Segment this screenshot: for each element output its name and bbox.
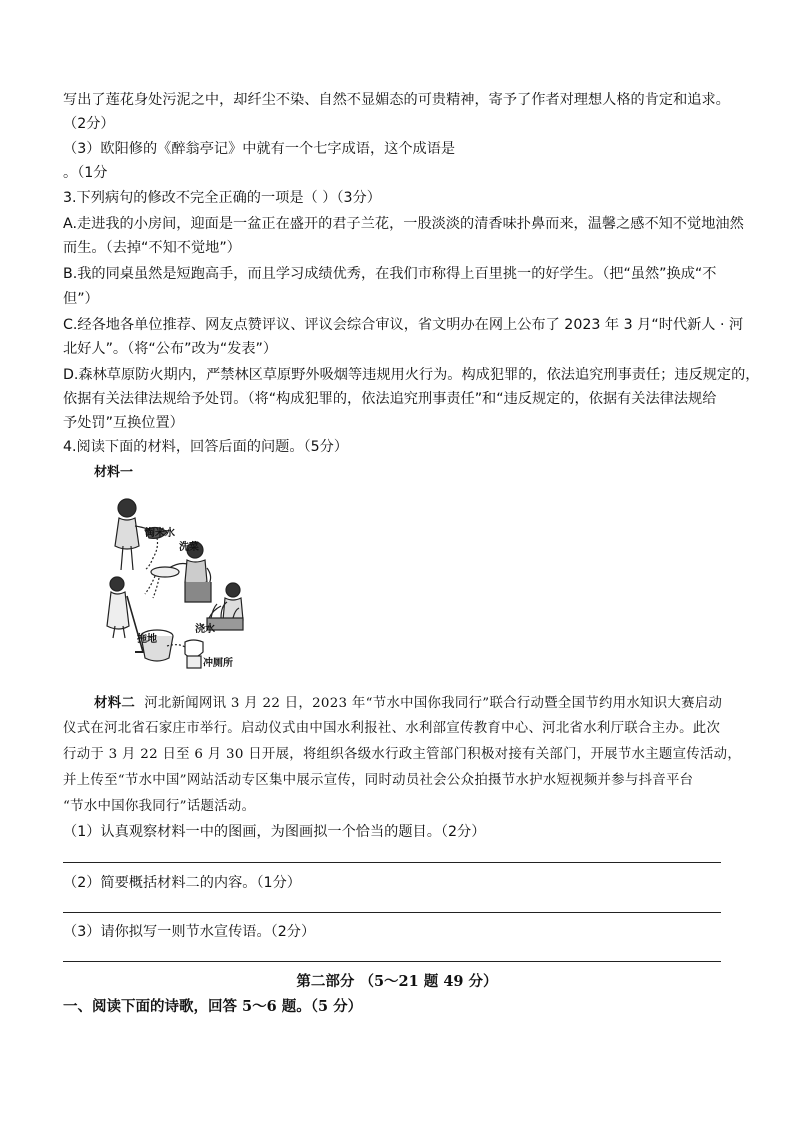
- material-2-line: “节水中国你我同行”话题活动。: [63, 799, 256, 814]
- answer-line-2[interactable]: [63, 912, 721, 913]
- answer-line-3[interactable]: [63, 961, 721, 962]
- water-saving-drawing: [95, 486, 260, 676]
- material-2-line: [94, 693, 722, 714]
- question-3: 3.下列病句的修改不完全正确的一项是（ ）（3分）: [63, 190, 381, 206]
- water-saving-illustration: [95, 486, 260, 676]
- material-2-line: 行动于 3 月 22 日至 6 月 30 日开展，将组织各级水行政主管部门积极对接有关部门，开展节水主题宣传活动，: [63, 747, 742, 762]
- option-a-cont: 而生。（去掉“不知不觉地”）: [63, 240, 241, 256]
- caption-flush-toilet: 冲厕所: [203, 658, 233, 669]
- option-d-cont: 予处罚”互换位置）: [63, 415, 184, 431]
- material-2-line: 仪式在河北省石家庄市举行。启动仪式由中国水利报社、水利部宣传教育中心、河北省水利厅联合主办。此次: [63, 721, 721, 736]
- caption-water-plants: 浇水: [195, 624, 215, 635]
- option-b-cont: 但”）: [63, 291, 99, 307]
- answer-line-1[interactable]: [63, 862, 721, 863]
- option-a: A.走进我的小房间，迎面是一盆正在盛开的君子兰花，一股淡淡的清香味扑鼻而来，温馨之感不知不觉地油然: [63, 216, 744, 232]
- material-2-label: 材料二: [94, 695, 136, 711]
- material-1-label: 材料一: [94, 465, 134, 480]
- sub-question-3: （3）请你拟写一则节水宣传语。（2分）: [63, 924, 316, 940]
- caption-wash-vegetables: 洗菜: [179, 542, 199, 553]
- caption-mop-floor: 拖地: [137, 634, 157, 645]
- text-line: （3）欧阳修的《醉翁亭记》中就有一个七字成语，这个成语是: [63, 141, 456, 157]
- material-2-line: 并上传至“节水中国”网站活动专区集中展示宣传，同时动员社会公众拍摄节水护水短视频并参与抖音平台: [63, 773, 694, 788]
- sub-question-1: （1）认真观察材料一中的图画，为图画拟一个恰当的题目。（2分）: [63, 824, 486, 840]
- text-line: 。（1分: [63, 165, 108, 181]
- option-d: D.森林草原防火期内，严禁林区草原野外吸烟等违规用火行为。构成犯罪的，依法追究刑事责任；违反规定的，: [63, 367, 760, 383]
- question-4: 4.阅读下面的材料，回答后面的问题。（5分）: [63, 439, 349, 455]
- option-c: C.经各地各单位推荐、网友点赞评议、评议会综合审议，省文明办在网上公布了 2023 年 3 月“时代新人 · 河: [63, 317, 744, 333]
- option-d-cont: 依据有关法律法规给予处罚。（将“构成犯罪的，依法追究刑事责任”和“违反规定的，依据有关法律法规给: [63, 391, 717, 407]
- text-line: 写出了莲花身处污泥之中，却纤尘不染、自然不显媚态的可贵精神，寄予了作者对理想人格的肯定和追求。: [63, 92, 730, 108]
- caption-rice-water: 淘米水: [145, 528, 175, 539]
- option-b: B.我的同桌虽然是短跑高手，而且学习成绩优秀，在我们市称得上百里挑一的好学生。（把“虽然”换成“不: [63, 266, 717, 282]
- part-2-title: 第二部分 （5～21 题 49 分）: [296, 973, 498, 990]
- option-c-cont: 北好人”。（将“公布”改为“发表”）: [63, 341, 278, 357]
- material-2-text: 河北新闻网讯 3 月 22 日，2023 年“节水中国你我同行”联合行动暨全国节约用水知识大赛启动: [144, 696, 723, 711]
- section-heading: 一、阅读下面的诗歌，回答 5～6 题。（5 分）: [63, 998, 363, 1015]
- sub-question-2: （2）简要概括材料二的内容。（1分）: [63, 875, 301, 891]
- text-line: （2分）: [63, 116, 115, 132]
